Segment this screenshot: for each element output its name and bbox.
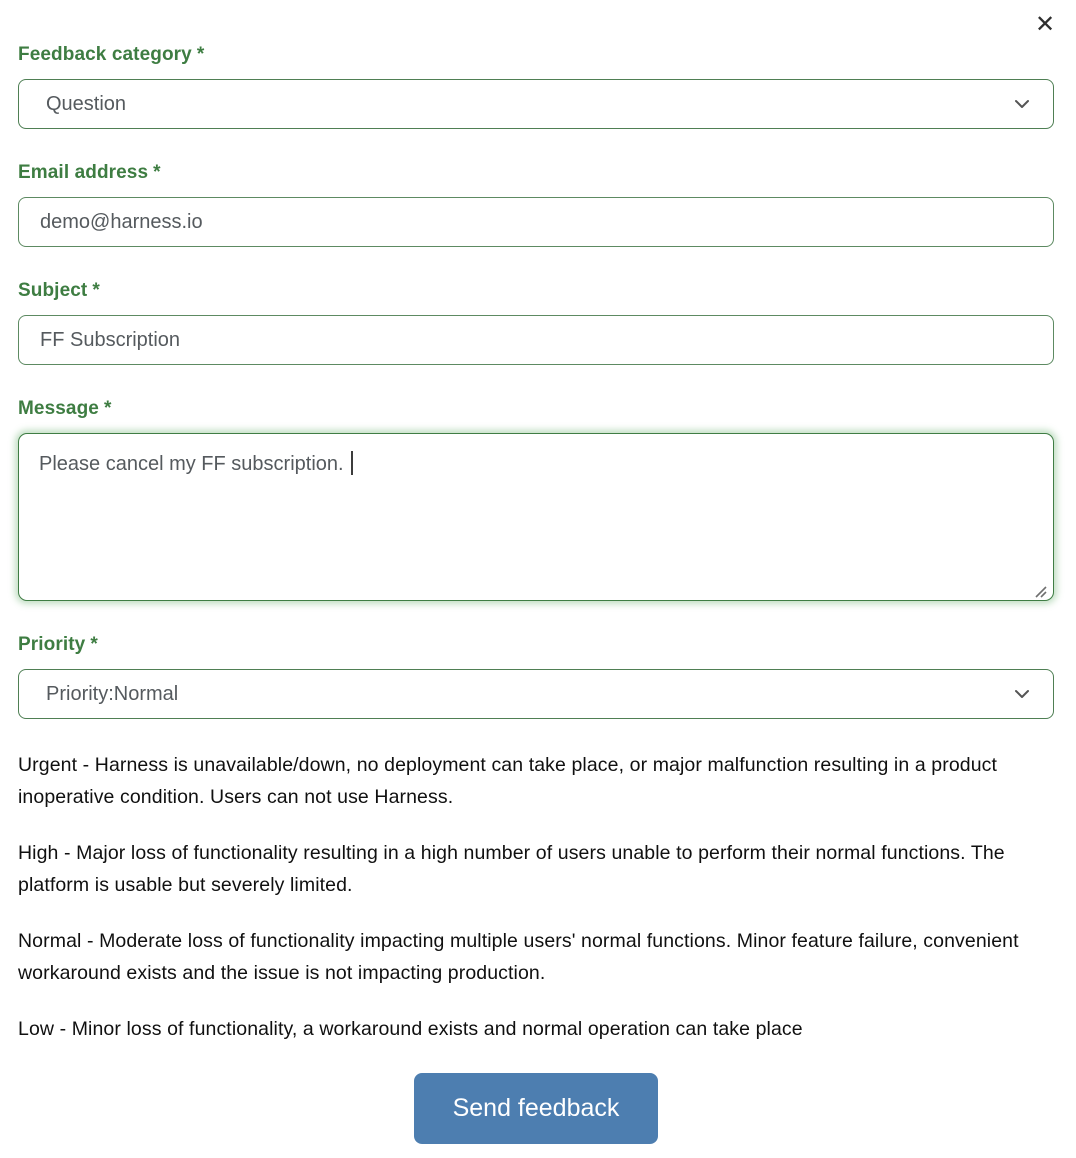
priority-description-normal: Normal - Moderate loss of functionality impacting multiple users' normal functions. Minor feature failure, convenient workaround exists and the issue is not impacting production. (18, 930, 1019, 984)
priority-select[interactable] (18, 669, 1054, 719)
required-asterisk: * (90, 634, 98, 655)
message-field-row (18, 398, 1054, 601)
subject-field-row (18, 280, 1054, 365)
email-field-row (18, 162, 1054, 247)
required-asterisk: * (92, 280, 100, 301)
required-asterisk: * (153, 162, 161, 183)
close-icon: ✕ (1034, 11, 1056, 38)
message-label (18, 398, 1054, 420)
email-field[interactable] (18, 197, 1054, 247)
feedback-category-field (18, 44, 1054, 129)
feedback-category-select[interactable] (18, 79, 1054, 129)
priority-description-urgent: Urgent - Harness is unavailable/down, no deployment can take place, or major malfunction resulting in a product inoperative condition. Users can not use Harness. (18, 754, 998, 808)
priority-label (18, 634, 1054, 656)
email-label (18, 162, 1054, 184)
subject-field[interactable] (18, 315, 1054, 365)
resize-handle-icon[interactable] (1032, 579, 1048, 595)
chevron-down-icon (1011, 93, 1033, 115)
selected-value: Priority:Normal (46, 682, 179, 705)
subject-label (18, 280, 1054, 302)
selected-value: Question (46, 92, 127, 115)
label-text: Message (18, 398, 99, 419)
required-asterisk: * (196, 44, 205, 65)
message-text: Please cancel my FF subscription. (39, 453, 344, 475)
feedback-category-label (18, 44, 1054, 66)
chevron-down-icon (1011, 683, 1033, 705)
message-textarea[interactable] (18, 433, 1054, 601)
label-text: Priority (18, 634, 86, 655)
required-asterisk: * (103, 398, 112, 419)
label-text: Feedback category (18, 44, 192, 65)
text-cursor (351, 451, 353, 475)
send-feedback-button[interactable]: Send feedback (414, 1073, 659, 1144)
label-text: Email address (18, 162, 149, 183)
priority-description-low: Low - Minor loss of functionality, a workaround exists and normal operation can take place (18, 1018, 803, 1040)
close-button[interactable] (1030, 10, 1060, 40)
priority-descriptions (18, 749, 1054, 1045)
label-text: Subject (18, 280, 88, 301)
priority-description-high: High - Major loss of functionality resulting in a high number of users unable to perform their normal functions. The platform is usable but severely limited. (18, 842, 1005, 896)
priority-field-row (18, 634, 1054, 719)
submit-area (18, 1073, 1054, 1144)
